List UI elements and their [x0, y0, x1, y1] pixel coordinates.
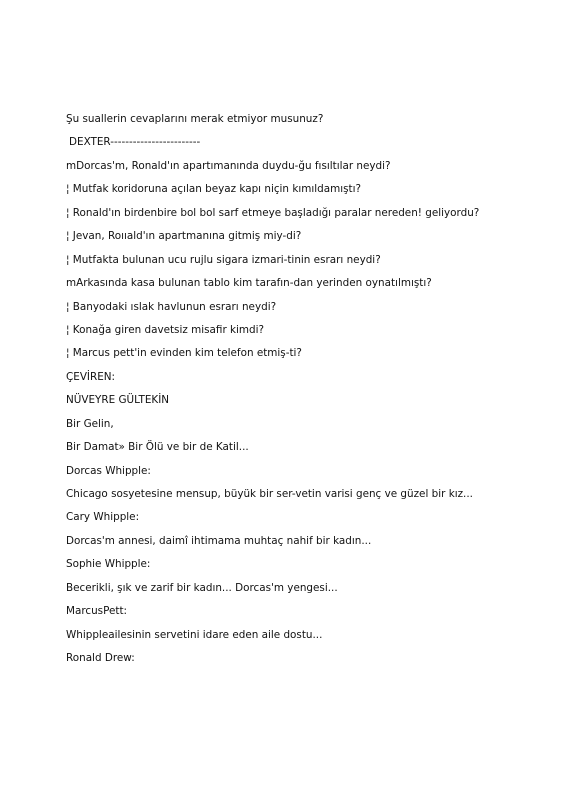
character-name: Dorcas Whipple:: [66, 464, 151, 477]
question-line: mDorcas'm, Ronald'ın apartımanında duydu-ğu fısıltılar neydi?: [66, 159, 391, 172]
character-description: Whippleailesinin servetini idare eden aile dostu...: [66, 628, 323, 641]
character-name: MarcusPett:: [66, 605, 128, 618]
text-body: [66, 112, 536, 675]
intro-question: Şu suallerin cevaplarını merak etmiyor musunuz?: [66, 113, 324, 125]
question-line: ¦ Mutfak koridoruna açılan beyaz kapı niçin kımıldamıştı?: [66, 183, 361, 196]
question-line: mArkasında kasa bulunan tablo kim tarafın-dan yerinden oynatılmıştı?: [66, 277, 432, 290]
translator-label: ÇEVİREN:: [66, 370, 116, 383]
character-name: Ronald Drew:: [66, 652, 135, 665]
character-name: Cary Whipple:: [66, 511, 140, 524]
question-line: ¦ Marcus pett'in evinden kim telefon etmiş-ti?: [66, 347, 302, 360]
character-name: Sophie Whipple:: [66, 558, 151, 571]
question-line: ¦ Ronald'ın birdenbire bol bol sarf etmeye başladığı paralar nereden! geliyordu?: [66, 206, 480, 219]
question-line: ¦ Mutfakta bulunan ucu rujlu sigara izmari-tinin esrarı neydi?: [66, 253, 381, 266]
author-line: DEXTER------------------------: [69, 136, 201, 149]
translator-name: NÜVEYRE GÜLTEKİN: [66, 394, 170, 407]
tagline-line: Bir Gelin,: [66, 417, 114, 430]
tagline-line: Bir Damat» Bir Ölü ve bir de Katil...: [66, 441, 249, 454]
question-line: ¦ Jevan, Roııald'ın apartmanına gitmiş miy-di?: [66, 230, 302, 243]
character-description: Becerikli, şık ve zarif bir kadın... Dorcas'm yengesi...: [66, 581, 338, 594]
character-description: Dorcas'm annesi, daimî ihtimama muhtaç nahif bir kadın...: [66, 534, 372, 547]
question-line: ¦ Konağa giren davetsiz misafir kimdi?: [66, 323, 265, 336]
question-line: ¦ Banyodaki ıslak havlunun esrarı neydi?: [66, 300, 277, 313]
character-description: Chicago sosyetesine mensup, büyük bir ser-vetin varisi genç ve güzel bir kız...: [66, 488, 473, 500]
